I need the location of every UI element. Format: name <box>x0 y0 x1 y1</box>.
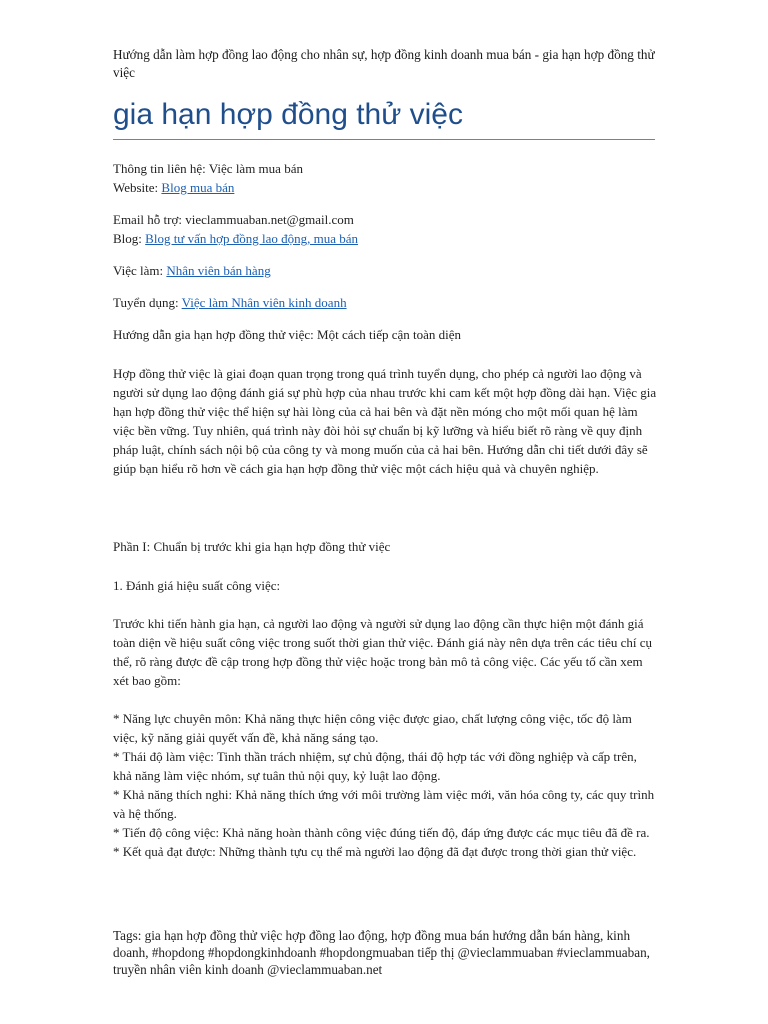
contact-recruit <box>113 293 658 312</box>
blog-label: Blog: <box>113 231 146 246</box>
contact-email: Email hỗ trợ: vieclammuaban.net@gmail.com <box>113 212 354 227</box>
job-label: Việc làm: <box>113 263 167 278</box>
section1-paragraph: Trước khi tiến hành gia hạn, cả người lao động và người sử dụng lao động cần thực hiện một đánh giá toàn diện về hiệu suất công việc trong suốt thời gian thử việc. Đánh giá này nên dựa trên các tiêu chí cụ thể, rõ ràng được đề cập trong hợp đồng thử việc hoặc trong bản mô tả công việc. Các yếu tố cần xem xét bao gồm: <box>113 616 652 688</box>
list-item: * Thái độ làm việc: Tinh thần trách nhiệm, sự chủ động, thái độ hợp tác với đồng nghiệp và cấp trên, khả năng làm việc nhóm, sự tuân thủ nội quy, kỷ luật lao động. <box>113 749 637 783</box>
job-link[interactable]: Nhân viên bán hàng <box>166 263 271 278</box>
page-title: gia hạn hợp đồng thử việc <box>113 98 463 131</box>
recruit-link[interactable]: Việc làm Nhân viên kinh doanh <box>181 295 347 310</box>
website-label: Website: <box>113 180 162 195</box>
subtitle: Hướng dẫn gia hạn hợp đồng thử việc: Một cách tiếp cận toàn diện <box>113 327 462 342</box>
intro-paragraph: Hợp đồng thử việc là giai đoạn quan trọng trong quá trình tuyển dụng, cho phép cả người lao động và người sử dụng lao động đánh giá sự phù hợp của nhau trước khi cam kết một hợp đồng dài hạn. Việc gia hạn hợp đồng thử việc thể hiện sự hài lòng của cả hai bên và đặt nền móng cho một mối quan hệ làm việc bền vững. Tuy nhiên, quá trình này đòi hỏi sự chuẩn bị kỹ lưỡng và hiểu biết rõ ràng về quy định pháp luật, chính sách nội bộ của công ty và mong muốn của cả hai bên. Hướng dẫn chi tiết dưới đây sẽ giúp bạn hiểu rõ hơn về cách gia hạn hợp đồng thử việc một cách hiệu quả và chuyên nghiệp. <box>113 366 657 476</box>
recruit-label: Tuyển dụng: <box>113 295 182 310</box>
contact-blog <box>113 229 658 248</box>
document-header: Hướng dẫn làm hợp đồng lao động cho nhân sự, hợp đồng kinh doanh mua bán - gia hạn hợp đồng thử việc <box>113 47 655 80</box>
contact-job <box>113 261 658 280</box>
list-item: * Tiến độ công việc: Khả năng hoàn thành công việc đúng tiến độ, đáp ứng được các mục tiêu đã đề ra. <box>113 825 650 840</box>
section1-heading: 1. Đánh giá hiệu suất công việc: <box>113 578 281 593</box>
part1-heading: Phần I: Chuẩn bị trước khi gia hạn hợp đồng thử việc <box>113 539 391 554</box>
title-divider <box>113 139 655 140</box>
tags: Tags: gia hạn hợp đồng thử việc hợp đồng lao động, hợp đồng mua bán hướng dẫn bán hàng, kinh doanh, #hopdong #hopdongkinhdoanh #hopdongmuaban tiếp thị @vieclammuaban #vieclammuaban, truyền nhân viên kinh doanh @vieclammuaban.net <box>113 928 650 977</box>
blog-link[interactable]: Blog tư vấn hợp đồng lao động, mua bán <box>145 231 359 246</box>
contact-website <box>113 178 658 197</box>
list-item: * Năng lực chuyên môn: Khả năng thực hiện công việc được giao, chất lượng công việc, tốc độ làm việc, kỹ năng giải quyết vấn đề, khả năng sáng tạo. <box>113 711 632 745</box>
list-item: * Khả năng thích nghi: Khả năng thích ứng với môi trường làm việc mới, văn hóa công ty, các quy trình và hệ thống. <box>113 787 655 821</box>
contact-info: Thông tin liên hệ: Việc làm mua bán <box>113 161 303 176</box>
list-item: * Kết quả đạt được: Những thành tựu cụ thể mà người lao động đã đạt được trong thời gian thử việc. <box>113 844 637 859</box>
website-link[interactable]: Blog mua bán <box>161 180 235 195</box>
criteria-list <box>113 709 658 861</box>
